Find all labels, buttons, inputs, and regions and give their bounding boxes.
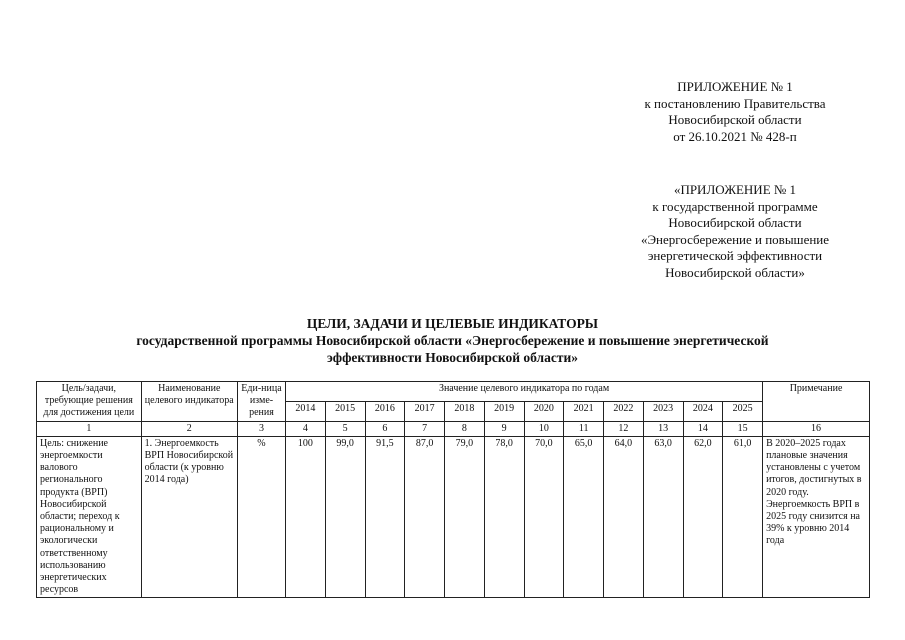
column-number: 8 xyxy=(445,421,485,436)
year-header: 2024 xyxy=(683,401,723,421)
table-row xyxy=(37,436,870,598)
title-line-2: государственной программы Новосибирской области «Энергосбережение и повышение энергетической xyxy=(136,333,769,348)
program-appendix-line: к государственной программе xyxy=(652,198,818,214)
decree-appendix-line: ПРИЛОЖЕНИЕ № 1 xyxy=(677,79,793,94)
document-title xyxy=(0,315,905,366)
header-goal: Цель/задачи, требующие решения для достижения цели xyxy=(37,382,142,422)
column-number: 10 xyxy=(524,421,564,436)
column-number: 11 xyxy=(564,421,604,436)
decree-appendix-line: к постановлению Правительства xyxy=(644,95,826,111)
program-appendix-line: Новосибирской области» xyxy=(665,264,805,280)
year-header: 2014 xyxy=(286,401,326,421)
title-line-3: эффективности Новосибирской области» xyxy=(326,350,578,365)
column-number: 4 xyxy=(286,421,326,436)
header-unit: Еди-ница изме-рения xyxy=(237,382,285,422)
goal-cell: Цель: снижение энергоемкости валового регионального продукта (ВРП) Новосибирской области; переход к рациональному и экологически ответственному использованию энергетических ресурсов xyxy=(37,436,142,598)
value-cell: 87,0 xyxy=(405,436,445,598)
column-numbers-row xyxy=(37,421,870,436)
column-number: 12 xyxy=(604,421,644,436)
value-cell: 100 xyxy=(286,436,326,598)
program-appendix-line: «ПРИЛОЖЕНИЕ № 1 xyxy=(673,182,797,197)
column-number: 16 xyxy=(763,421,870,436)
unit-cell: % xyxy=(237,436,285,598)
year-header: 2019 xyxy=(484,401,524,421)
value-cell: 78,0 xyxy=(484,436,524,598)
indicator-cell: 1. Энергоемкость ВРП Новосибирской области (к уровню 2014 года) xyxy=(141,436,237,598)
header-indicator: Наименование целевого индикатора xyxy=(141,382,237,422)
year-header: 2020 xyxy=(524,401,564,421)
column-number: 9 xyxy=(484,421,524,436)
value-cell: 65,0 xyxy=(564,436,604,598)
program-appendix-block xyxy=(610,182,860,281)
year-header: 2017 xyxy=(405,401,445,421)
indicators-table xyxy=(36,381,870,598)
column-number: 2 xyxy=(141,421,237,436)
header-row xyxy=(37,382,870,402)
value-cell: 70,0 xyxy=(524,436,564,598)
decree-appendix-line: Новосибирской области xyxy=(668,112,802,127)
year-header: 2015 xyxy=(325,401,365,421)
year-header: 2022 xyxy=(604,401,644,421)
column-number: 6 xyxy=(365,421,405,436)
column-number: 1 xyxy=(37,421,142,436)
column-number: 7 xyxy=(405,421,445,436)
value-cell: 62,0 xyxy=(683,436,723,598)
year-header: 2025 xyxy=(723,401,763,421)
program-appendix-line: «Энергосбережение и повышение xyxy=(640,231,830,247)
column-number: 5 xyxy=(325,421,365,436)
value-cell: 61,0 xyxy=(723,436,763,598)
program-appendix-line: энергетической эффективности xyxy=(647,248,823,263)
value-cell: 64,0 xyxy=(604,436,644,598)
value-cell: 91,5 xyxy=(365,436,405,598)
column-number: 13 xyxy=(643,421,683,436)
header-note: Примечание xyxy=(763,382,870,422)
header-values-group: Значение целевого индикатора по годам xyxy=(286,382,763,402)
column-number: 14 xyxy=(683,421,723,436)
column-number: 3 xyxy=(237,421,285,436)
year-header: 2016 xyxy=(365,401,405,421)
value-cell: 79,0 xyxy=(445,436,485,598)
note-cell: В 2020–2025 годах плановые значения установлены с учетом итогов, достигнутых в 2020 году. Энергоемкость ВРП в 2025 году снизится на 39% к уровню 2014 года xyxy=(763,436,870,598)
year-header: 2018 xyxy=(445,401,485,421)
year-header: 2023 xyxy=(643,401,683,421)
year-header: 2021 xyxy=(564,401,604,421)
decree-appendix-line: от 26.10.2021 № 428-п xyxy=(673,128,797,144)
decree-appendix-block xyxy=(610,79,860,145)
program-appendix-line: Новосибирской области xyxy=(668,215,802,230)
column-number: 15 xyxy=(723,421,763,436)
value-cell: 99,0 xyxy=(325,436,365,598)
title-line-1: ЦЕЛИ, ЗАДАЧИ И ЦЕЛЕВЫЕ ИНДИКАТОРЫ xyxy=(306,316,599,331)
value-cell: 63,0 xyxy=(643,436,683,598)
